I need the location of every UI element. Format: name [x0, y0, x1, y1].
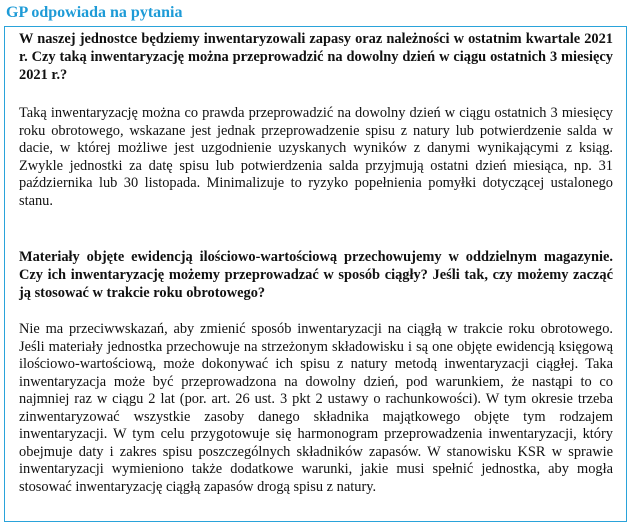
answer-1: Taką inwentaryzację można co prawda przeprowadzić na dowolny dzień w ciągu ostatnich 3 miesięcy roku obrotowego, wskazane jest jednak przeprowadzenie spisu z natury lub potwierdzenie salda w dacie, w której możliwe jest uzgodnienie uzyskanych wyników z danymi wynikającymi z ksiąg. Zwykle jednostki za datę spisu lub potwierdzenia salda przyjmują ostatni dzień miesiąca, np. 31 października lub 30 listopada. Minimalizuje to ryzyko popełnienia pomyłki dotyczącej ustalonego stanu. [19, 105, 613, 209]
question-2: Materiały objęte ewidencją ilościowo-wartościową przechowujemy w oddzielnym magazynie. Czy ich inwentaryzację możemy przeprowadzać w sposób ciągły? Jeśli tak, czy możemy zacząć ją stosować w trakcie roku obrotowego? [19, 249, 613, 301]
section-title: GP odpowiada na pytania [6, 4, 183, 21]
answer-2: Nie ma przeciwwskazań, aby zmienić sposób inwentaryzacji na ciągłą w trakcie roku obrotowego. Jeśli materiały jednostka przechowuje na strzeżonym składowisku i są one objęte ewidencją księgową ilościowo-wartościową, może dokonywać ich spisu z natury metodą inwentaryzacji ciągłej. Taka inwentaryzacja może być przeprowadzona na dowolny dzień, pod warunkiem, że nastąpi to co najmniej raz w ciągu 2 lat (por. art. 26 ust. 3 pkt 2 ustawy o rachunkowości). W tym okresie trzeba zinwentaryzować wszystkie zasoby danego składnika majątkowego objęte tym rodzajem inwentaryzacji. W tym celu przygotowuje się harmonogram przeprowadzenia inwentaryzacji, który obejmuje daty i zakres spisu poszczególnych składników zapasów. W stanowisku KSR w sprawie inwentaryzacji wymieniono także dodatkowe warunki, jakie musi spełnić jednostka, aby mogła stosować inwentaryzację ciągłą zapasów drogą spisu z natury. [19, 321, 613, 495]
question-1: W naszej jednostce będziemy inwentaryzowali zapasy oraz należności w ostatnim kwartale 2021 r. Czy taką inwentaryzację można przeprowadzić na dowolny dzień w ciągu ostatnich 3 miesięcy 2021 r.? [19, 31, 613, 83]
qa-content [19, 30, 613, 496]
